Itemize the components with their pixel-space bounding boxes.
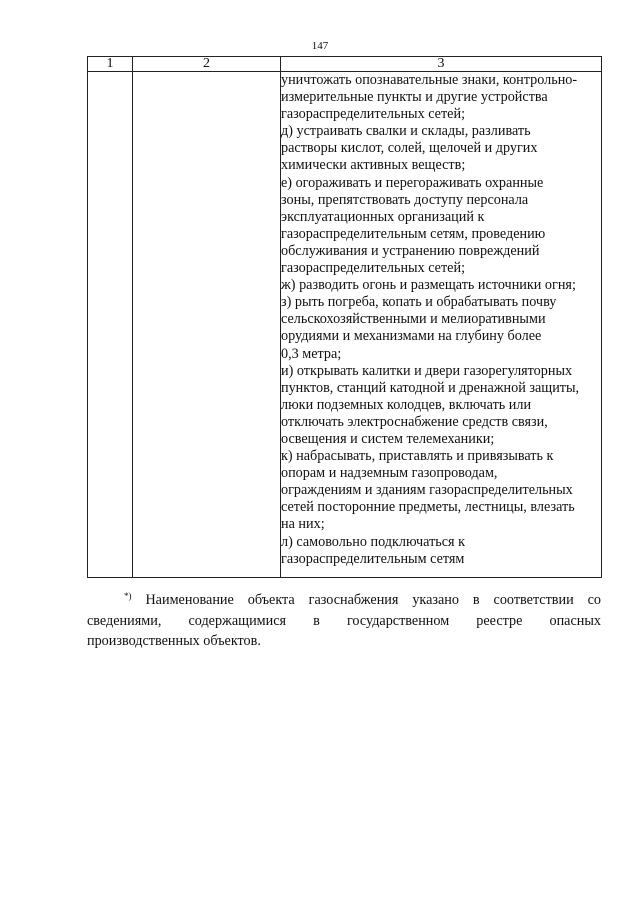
cell-text-line: газораспределительных сетей;: [281, 260, 466, 277]
cell-text-line: эксплуатационных организаций к: [281, 208, 485, 225]
cell-text-line: з) рыть погреба, копать и обрабатывать почву: [281, 294, 557, 311]
footnote-line-1: [87, 590, 601, 611]
cell-text-line: л) самовольно подключаться к: [281, 533, 466, 550]
cell-text-line: сетей посторонние предметы, лестницы, влезать: [281, 499, 575, 516]
cell-text-line: зоны, препятствовать доступу персонала: [281, 191, 529, 208]
cell-text-line: химически активных веществ;: [281, 157, 466, 174]
cell-text-line: уничтожать опознавательные знаки, контрольно-: [281, 72, 578, 88]
footnote-line-3: производственных объектов.: [87, 633, 261, 649]
table-cell-col2: [133, 72, 281, 578]
column-header-2: 2: [133, 57, 281, 72]
cell-text-line: ограждениям и зданиям газораспределительных: [281, 482, 573, 499]
column-header-1: 1: [88, 57, 133, 72]
cell-text-line: газораспределительным сетям, проведению: [281, 225, 546, 242]
cell-text-line: и) открывать калитки и двери газорегуляторных: [281, 362, 573, 379]
cell-text-line: е) огораживать и перегораживать охранные: [281, 174, 544, 191]
cell-text-line: на них;: [281, 516, 325, 533]
cell-text-line: опорам и надземным газопроводам,: [281, 465, 498, 482]
footnote-line-2: сведениями, содержащимися в государственном реестре опасных: [87, 612, 601, 629]
cell-text-line: люки подземных колодцев, включать или: [281, 396, 532, 413]
cell-text-line: 0,3 метра;: [281, 345, 342, 362]
requirements-table: [87, 56, 602, 578]
cell-text-line: газораспределительных сетей;: [281, 106, 466, 123]
cell-text-line: к) набрасывать, приставлять и привязывать к: [281, 448, 554, 465]
column-header-3: 3: [281, 57, 602, 72]
cell-text-line: пунктов, станций катодной и дренажной защиты,: [281, 379, 580, 396]
cell-text-line: ж) разводить огонь и размещать источники огня;: [281, 277, 576, 294]
cell-text-line: освещения и систем телемеханики;: [281, 430, 495, 447]
cell-text-line: орудиями и механизмами на глубину более: [281, 328, 542, 345]
cell-text-line: газораспределительным сетям: [281, 550, 465, 567]
page-number: 147: [311, 40, 329, 52]
table-cell-col3: [281, 72, 602, 578]
cell-text-line: измерительные пункты и другие устройства: [281, 89, 548, 106]
cell-text-line: обслуживания и устранению повреждений: [281, 242, 540, 259]
cell-text-line: растворы кислот, солей, щелочей и других: [281, 140, 538, 157]
footnote-text-1: Наименование объекта газоснабжения указано в соответствии со: [145, 592, 602, 608]
footnote-marker: *): [124, 591, 132, 601]
cell-text-line: отключать электроснабжение средств связи,: [281, 413, 548, 430]
cell-text-line: сельскохозяйственными и мелиоративными: [281, 311, 546, 328]
cell-text-line: д) устраивать свалки и склады, разливать: [281, 123, 531, 140]
table-header-row: [88, 57, 602, 72]
table-cell-col1: [88, 72, 133, 578]
footnote: [87, 590, 601, 652]
table-row: [88, 72, 602, 578]
